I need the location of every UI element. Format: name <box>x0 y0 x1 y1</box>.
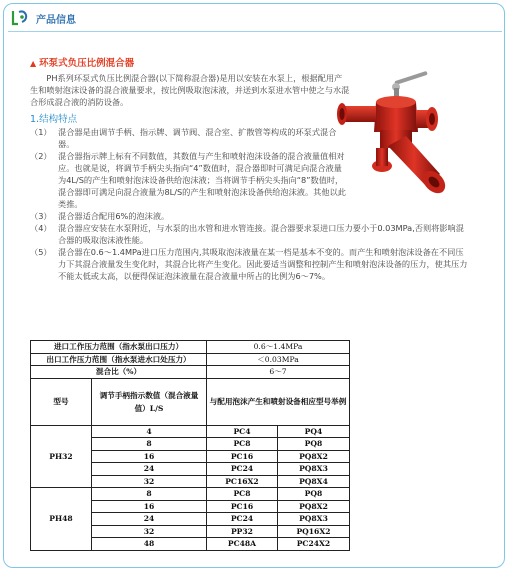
setting-cell: 24 <box>92 513 207 526</box>
mix-ratio-value: 6～7 <box>207 366 350 379</box>
table-row <box>31 341 350 354</box>
table-header-row <box>31 378 350 425</box>
device-cell: PC24 <box>207 513 278 526</box>
feature-number: （3） <box>30 211 52 221</box>
device-cell: PC16 <box>207 500 278 513</box>
device-cell: PQ16X2 <box>277 525 349 538</box>
setting-cell: 32 <box>92 525 207 538</box>
device-cell: PC16 <box>207 450 278 463</box>
feature-text: 混合器适合配用6%的泡沫液。 <box>58 211 170 221</box>
table-row <box>31 488 350 501</box>
mix-ratio-label: 混合比（%） <box>31 366 207 379</box>
feature-item <box>30 222 470 246</box>
device-cell: PC24X2 <box>277 538 349 551</box>
table-row <box>31 366 350 379</box>
section-title-text: 环泵式负压比例混合器 <box>39 58 135 69</box>
setting-cell: 8 <box>92 438 207 451</box>
device-cell: PQ8X3 <box>277 463 349 476</box>
proportioner-product-image <box>336 70 466 210</box>
device-cell: PQ8 <box>277 438 349 451</box>
table-row <box>31 425 350 438</box>
header-title: 产品信息 <box>36 14 76 26</box>
intro-paragraph: PH系列环泵式负压比例混合器(以下简称混合器)是用以安装在水泵上，根据配用产生和喷射泡沫设备的混合液量要求，按比例吸取泡沫液，并送到水泵进水管中使之与水混合形成混合液的消防设备。 <box>30 73 350 107</box>
setting-cell: 16 <box>92 450 207 463</box>
device-cell: PC4 <box>207 425 278 438</box>
feature-text: 混合器在0.6～1.4MPa进口压力范围内,其吸取泡沫液量在某一档是基本不变的。而产生和喷射泡沫设备在不同压力下其混合液量发生变化时，其混合比将产生变化。因此要适当调整和控制产生和喷射泡沫设备的压力，使其压力不能太低或太高，以便得保证泡沫液量在混合液量中所占的比例为6～7%。 <box>58 247 468 281</box>
main-content <box>30 58 468 282</box>
features-heading: 1.结构特点 <box>30 114 78 125</box>
header-devices: 与配用泡沫产生和喷射设备相应型号举例 <box>207 378 350 425</box>
setting-cell: 24 <box>92 463 207 476</box>
device-cell: PQ4 <box>277 425 349 438</box>
device-cell: PC8 <box>207 438 278 451</box>
header-setting: 调节手柄指示数值（混合液量值）L/S <box>92 378 207 425</box>
inlet-pressure-value: 0.6～1.4MPa <box>207 341 350 354</box>
feature-text: 混合器指示牌上标有不同数值，其数值与产生和喷射泡沫设备的混合液量值相对应。也就是说，将调节手柄尖头指向“4”数值时，混合器即时可满足向混合液量为4L/S的产生和喷射泡沫设备供给泡沫液；当将调节手柄尖头指向“8”数值时，混合器即可满足向混合液量为8L/S的产生和喷射泡沫设备供给泡沫液。其他以此类推。 <box>58 151 346 209</box>
outlet-pressure-value: ＜0.03MPa <box>207 353 350 366</box>
device-cell: PP32 <box>207 525 278 538</box>
device-cell: PC24 <box>207 463 278 476</box>
device-cell: PQ8X3 <box>277 513 349 526</box>
company-logo-icon <box>10 9 30 27</box>
setting-cell: 8 <box>92 488 207 501</box>
feature-number: （1） <box>30 127 52 137</box>
feature-item <box>30 126 350 150</box>
header-divider <box>8 31 502 32</box>
feature-number: （5） <box>30 247 52 257</box>
device-cell: PQ8 <box>277 488 349 501</box>
header-model: 型号 <box>31 378 92 425</box>
spec-table <box>30 340 350 551</box>
triangle-bullet-icon: ▲ <box>30 59 37 68</box>
feature-text: 混合器是由调节手柄、指示牌、调节阀、混合室、扩散管等构成的环泵式混合器。 <box>58 127 337 149</box>
inlet-pressure-label: 进口工作压力范围（指水泵出口压力） <box>31 341 207 354</box>
device-cell: PC48A <box>207 538 278 551</box>
device-cell: PC16X2 <box>207 475 278 488</box>
setting-cell: 4 <box>92 425 207 438</box>
model-cell: PH32 <box>31 425 92 488</box>
model-cell: PH48 <box>31 488 92 551</box>
device-cell: PQ8X4 <box>277 475 349 488</box>
page-header <box>10 6 76 30</box>
setting-cell: 16 <box>92 500 207 513</box>
feature-item <box>30 246 470 282</box>
device-cell: PQ8X2 <box>277 450 349 463</box>
table-row <box>31 353 350 366</box>
feature-number: （2） <box>30 151 52 161</box>
device-cell: PC8 <box>207 488 278 501</box>
setting-cell: 32 <box>92 475 207 488</box>
feature-text: 混合器应安装在水泵附近，与水泵的出水管和进水管连接。混合器要求泵进口压力要小于0.03MPa,否则将影响混合器的吸取泡沫液性能。 <box>58 223 464 245</box>
setting-cell: 48 <box>92 538 207 551</box>
feature-number: （4） <box>30 223 52 233</box>
outlet-pressure-label: 出口工作压力范围（指水泵进水口处压力） <box>31 353 207 366</box>
feature-item <box>30 210 350 222</box>
feature-item <box>30 150 350 210</box>
device-cell: PQ8X2 <box>277 500 349 513</box>
section-title <box>30 58 350 70</box>
